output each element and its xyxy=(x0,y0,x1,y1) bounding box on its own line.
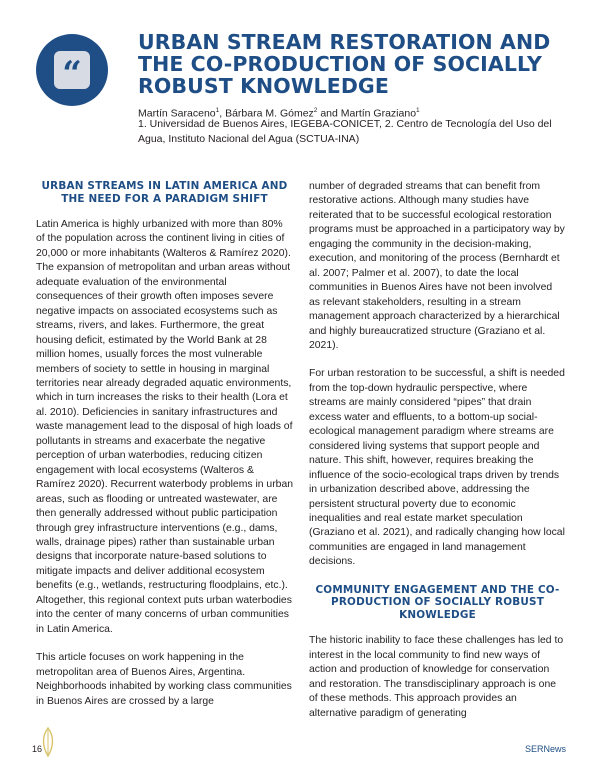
right-column xyxy=(309,180,566,735)
paragraph: This article focuses on work happening in the metropolitan area of Buenos Aires, Argentina. Neighborhoods inhabited by working class communities in Buenos Aires are crossed by a large xyxy=(36,652,292,707)
left-column xyxy=(36,180,293,723)
article-title: URBAN STREAM RESTORATION AND THE CO-PRODUCTION OF SOCIALLY ROBUST KNOWLEDGE xyxy=(138,30,551,98)
author-2: , Bárbara M. Gómez xyxy=(219,107,314,120)
leaf-icon xyxy=(40,726,56,758)
section-heading-urban-streams: URBAN STREAMS IN LATIN AMERICA AND THE NEED FOR A PARADIGM SHIFT xyxy=(41,180,288,205)
quote-glyph: “ xyxy=(54,51,90,89)
author-1: Martín Saraceno xyxy=(138,107,216,120)
author-2-affil: 2 xyxy=(313,107,318,114)
author-3-affil: 1 xyxy=(416,107,420,114)
paragraph: The historic inability to face these challenges has led to interest in the local community to find new ways of action and production of knowledge for conservation and restoration. The transdisciplinary approach is one of these methods. This approach provides an alternative paradigm of generating xyxy=(309,635,564,719)
affiliations: 1. Universidad de Buenos Aires, IEGEBA-CONICET, 2. Centro de Tecnología del Uso del Agua, Instituto Nacional del Agua (SCTUA-INA) xyxy=(138,118,552,145)
paragraph: number of degraded streams that can benefit from restorative actions. Although many studies have reiterated that to be successful ecological restoration programs must be approached in a participatory way by engaging the community in the decision-making, execution, and monitoring of the process (Bernhardt et al. 2007; Palmer et al. 2007), to date the local communities in Buenos Aires have not been involved as relevant stakeholders, resulting in a stream management approach characterized by a hierarchical and highly bureaucratized structure (Graziano et al. 2021). xyxy=(309,181,565,351)
quote-icon xyxy=(36,34,108,106)
author-1-affil: 1 xyxy=(215,107,220,114)
author-3: and Martín Graziano xyxy=(317,107,417,120)
page-number: 16 xyxy=(32,744,43,754)
paragraph: For urban restoration to be successful, a shift is needed from the top-down hydraulic perspective, where streams are mainly considered “pipes” that drain excess water and effluents, to a bottom-up social-ecological management paradigm where streams are considered living systems that support people and nature. This shift, however, requires breaking the influence of the socio-ecological traps driven by trends in urbanization described above, addressing the persistent structural poverty due to economic inequalities and real estate market speculation (Graziano et al. 2021), and radically changing how local communities are engaged in land management decisions. xyxy=(309,368,565,568)
publication-brand: SERNews xyxy=(524,744,566,754)
section-heading-community-engagement: COMMUNITY ENGAGEMENT AND THE CO-PRODUCTION OF SOCIALLY ROBUST KNOWLEDGE xyxy=(315,583,560,621)
paragraph: Latin America is highly urbanized with more than 80% of the population across the continent living in cities of 20,000 or more inhabitants (Walteros & Ramírez 2020). The expansion of metropolitan and urban areas without adequate evaluation of the environmental consequences of their growth often imposes severe negative impacts on associated ecosystems such as streams, rivers, and lakes. Furthermore, the great housing deficit, estimated by the World Bank at 28 million homes, usually forces the most vulnerable members of society to settle in housing in marginal territories near already degraded aquatic environments, which in turn increases the risks to their health (Lora et al. 2010). Deficiencies in sanitary infrastructures and waste management lead to the disposal of high loads of pollutants in streams and exacerbate the negative perception of urban waterbodies, reducing citizen engagement with local ecosystems (Walteros & Ramírez 2020). Recurrent waterbody problems in urban areas, such as flooding or untreated wastewater, are then generally addressed without public participation through grey infrastructure interventions (e.g., dams, walls, drainage pipes) rather than sustainable urban designs that incorporate nature-based solutions to mitigate impacts and deliver additional ecosystem benefits (e.g., wetlands, restructuring floodplains, etc.). Altogether, this regional context puts urban waterbodies into the center of many concerns of urban communities in Latin America. xyxy=(36,219,294,635)
